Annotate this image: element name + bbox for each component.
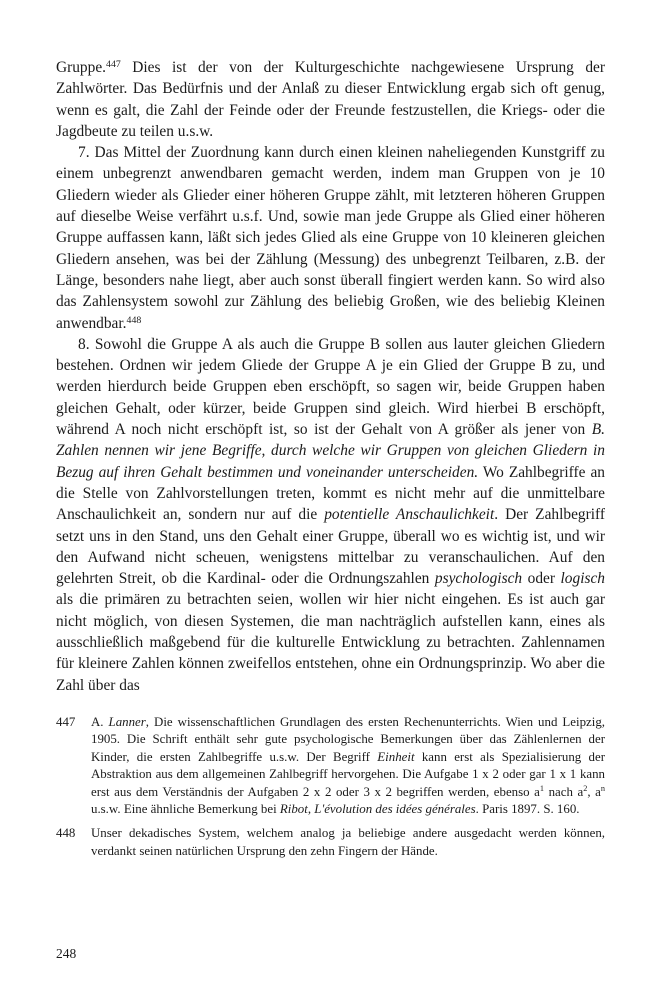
text-segment: logisch bbox=[560, 570, 605, 588]
page-number: 248 bbox=[56, 946, 77, 961]
text-segment: Einheit bbox=[377, 749, 415, 764]
paragraph bbox=[56, 57, 605, 142]
text-segment: u.s.w. Eine ähnliche Bemerkung bei bbox=[91, 801, 280, 816]
text-segment: nach a bbox=[544, 784, 584, 799]
text-segment: Lanner bbox=[108, 714, 146, 729]
text-segment: B. Zahlen nennen wir jene Begriffe, durch welche wir Gruppen von gleichen Gliedern in Bezug auf ihren Gehalt bestimmen und voneinander unterscheiden. bbox=[56, 421, 605, 481]
text-segment: A. bbox=[91, 714, 109, 729]
footnote bbox=[56, 825, 605, 860]
footnote-number: 447 bbox=[56, 714, 76, 729]
text-segment: Wo Zahlbegriffe an die Stelle von Zahlvorstellungen treten, kommt es nicht mehr auf die unmittelbare Anschaulichkeit an, sondern nur auf die bbox=[56, 463, 605, 524]
superscript-ref: 2 bbox=[583, 784, 588, 794]
text-segment: 8. Sowohl die Gruppe A als auch die Gruppe B sollen aus lauter gleichen Gliedern bestehen. Ordnen wir jedem Gliede der Gruppe A je ein Glied der Gruppe B zu, und werden hierdurch beide Gruppen eben erschöpft, so sagen wir, beide Gruppen haben gleichen Gehalt, oder kürzer, beide Gruppen sind gleich. Wird hierbei B erschöpft, während A noch nicht erschöpft ist, so ist der Gehalt von A größer als jener von bbox=[56, 335, 605, 439]
footnote-text bbox=[91, 825, 605, 860]
text-segment: potentielle Anschaulichkeit bbox=[324, 506, 495, 524]
footnote-number: 448 bbox=[56, 826, 76, 841]
text-segment: . Der Zahlbegriff setzt uns in den Stand, uns den Gehalt einer Gruppe, überall wo es wichtig ist, und wir den Aufwand nicht scheuen, wenigstens mittelbar zu veranschaulichen. Auf den gelehrten Streit, ob die Kardinal- oder die Ordnungszahlen bbox=[56, 506, 605, 588]
paragraph bbox=[56, 334, 605, 696]
superscript-ref: 447 bbox=[106, 59, 121, 71]
footnote bbox=[56, 714, 605, 818]
text-segment: , a bbox=[587, 784, 601, 799]
body-text bbox=[56, 57, 605, 696]
text-segment: Ribot bbox=[279, 801, 308, 816]
text-segment: . Paris 1897. S. 160. bbox=[475, 801, 580, 816]
text-block bbox=[56, 57, 605, 867]
text-segment: als die primären zu betrachten seien, wollen wir hier nicht eingehen. Es ist auch gar nicht möglich, von diesen Systemen, die man nachträglich aufstellen kann, eines als ausschließlich maßgebend für die kulturelle Entwicklung zu betrachten. Zahlennamen für kleinere Zahlen können zweifellos entstehen, ohne ein Ordnungsprinzip. Wo aber die Zahl über das bbox=[56, 591, 605, 694]
superscript-ref: n bbox=[600, 784, 605, 794]
text-segment: , bbox=[307, 801, 315, 816]
text-segment: Unser dekadisches System, welchem analog ja beliebige andere ausgedacht werden können, verdankt seinen natürlichen Ursprung den zehn Fingern der Hände. bbox=[91, 826, 605, 858]
text-segment: L'évolution des idées générales bbox=[314, 801, 476, 816]
text-segment: , Die wissenschaftlichen Grundlagen des ersten Rechenunterrichts. Wien und Leipzig, 1905. Die Schrift enthält sehr gute psychologische Bemerkungen über das Zählenlernen der Kinder, die ersten Zahlbegriffe u.s.w. Der Begriff bbox=[91, 714, 605, 764]
footnotes bbox=[56, 714, 605, 860]
superscript-ref: 448 bbox=[126, 314, 142, 326]
paragraph bbox=[56, 142, 605, 334]
text-segment: psychologisch bbox=[434, 570, 523, 588]
text-segment: 7. Das Mittel der Zuordnung kann durch einen kleinen naheliegenden Kunstgriff zu einem unbegrenzt anwendbaren gemacht werden, indem man Gruppen von je 10 Gliedern wieder als Glieder einer höheren Gruppe zählt, mit letzteren höheren Gruppen auf dieselbe Weise verfährt u.s.f. Und, sowie man jede Gruppe als Glied einer höheren Gruppe auffassen kann, läßt sich jedes Glied als eine Gruppe von 10 kleineren gleichen Gliedern ansehen, was bei der Zählung (Messung) des unbegrenzt Teilbaren, z.B. der Länge, besonders nahe liegt, aber auch sonst überall fingiert werden kann. So wird also das Zahlensystem sowohl zur Zählung des beliebig Großen, wie des beliebig Kleinen anwendbar. bbox=[56, 144, 605, 332]
text-segment: oder bbox=[522, 570, 561, 588]
superscript-ref: 1 bbox=[539, 784, 545, 794]
footnote-text bbox=[91, 714, 605, 818]
text-segment: Dies ist der von der Kulturgeschichte nachgewiesene Ursprung der Zahlwörter. Das Bedürfnis und der Anlaß zu dieser Entwicklung ergab sich oft genug, wenn es galt, die Zahl der Feinde oder der Freunde festzustellen, die Kriegs- oder die Jagdbeute zu teilen u.s.w. bbox=[56, 59, 605, 140]
text-segment: Gruppe. bbox=[56, 59, 107, 76]
text-segment: kann erst als Spezialisierung der Abstraktion aus dem allgemeinen Zahlbegriff hervorgehen. Die Aufgabe 1 x 2 oder gar 1 x 1 kann erst aus dem Verständnis der Aufgaben 2 x 2 oder 3 x 2 begriffen werden, ebenso a bbox=[91, 749, 605, 799]
